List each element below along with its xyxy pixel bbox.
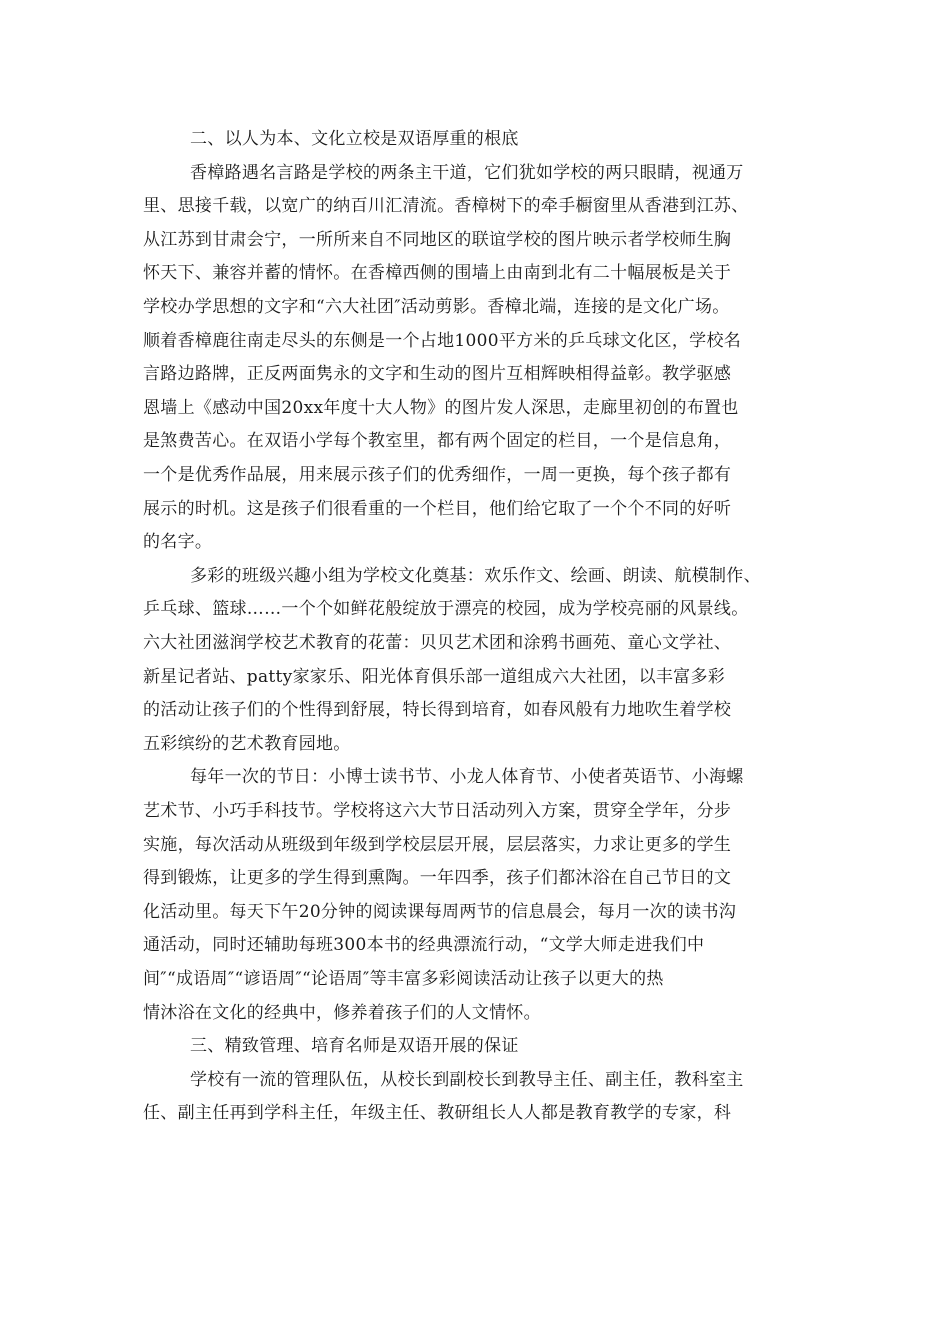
- text-line: 情沐浴在文化的经典中，修养着孩子们的人文情怀。: [143, 1002, 541, 1023]
- text-line: 三、精致管理、培育名师是双语开展的保证: [190, 1036, 519, 1057]
- text-line: 一个是优秀作品展，用来展示孩子们的优秀细作，一周一更换，每个孩子都有: [143, 465, 732, 485]
- text-line: 的名字。: [143, 532, 213, 553]
- text-line: 多彩的班级兴趣小组为学校文化奠基：欢乐作文、绘画、朗读、航模制作、: [190, 565, 761, 586]
- text-line: 的活动让孩子们的个性得到舒展，特长得到培育，如春风般有力地吹生着学校: [143, 700, 732, 721]
- text-line: 学校办学思想的文字和“六大社团″活动剪影。香樟北端，连接的是文化广场。: [143, 297, 730, 317]
- text-line: 顺着香樟鹿往南走尽头的东侧是一个占地1000平方米的乒乓球文化区，学校名: [143, 330, 742, 351]
- text-line: 恩墙上《感动中国20xx年度十大人物》的图片发人深思，走廊里初创的布置也: [143, 397, 739, 418]
- text-line: 怀天下、兼容并蓄的情怀。在香樟西侧的围墙上由南到北有二十幅展板是关于: [143, 263, 732, 284]
- text-line: 五彩缤纷的艺术教育园地。: [143, 733, 351, 754]
- text-line: 乒乓球、篮球……一个个如鲜花般绽放于漂亮的校园，成为学校亮丽的风景线。: [143, 599, 749, 620]
- text-line: 艺术节、小巧手科技节。学校将这六大节日活动列入方案，贯穿全学年，分步: [143, 801, 732, 821]
- text-line: 通活动，同时还辅助每班300本书的经典漂流行动，“文学大师走进我们中: [143, 935, 705, 956]
- text-line: 是煞费苦心。在双语小学每个教室里，都有两个固定的栏目，一个是信息角，: [143, 431, 732, 452]
- text-line: 六大社团滋润学校艺术教育的花蕾：贝贝艺术团和涂鸦书画苑、童心文学社、: [143, 633, 732, 653]
- text-line: 任、副主任再到学科主任，年级主任、教研组长人人都是教育教学的专家，科: [143, 1103, 732, 1124]
- text-line: 里、思接千载，以宽广的纳百川汇清流。香樟树下的牵手橱窗里从香港到江苏、: [143, 196, 749, 217]
- text-line: 新星记者站、patty家家乐、阳光体育俱乐部一道组成六大社团，以丰富多彩: [143, 666, 726, 687]
- text-line: 言路边路牌，正反两面隽永的文字和生动的图片互相辉映相得益彰。教学驱感: [143, 364, 732, 385]
- text-line: 香樟路遇名言路是学校的两条主干道，它们犹如学校的两只眼睛，视通万: [190, 162, 744, 183]
- text-line: 从江苏到甘肃会宁，一所所来自不同地区的联谊学校的图片映示者学校师生胸: [143, 229, 732, 250]
- text-line: 得到锻炼，让更多的学生得到熏陶。一年四季，孩子们都沐浴在自己节日的文: [143, 868, 732, 889]
- text-line: 展示的时机。这是孩子们很看重的一个栏目，他们给它取了一个个不同的好听: [143, 498, 732, 519]
- text-line: 间″“成语周″“谚语周″“论语周″等丰富多彩阅读活动让孩子以更大的热: [143, 969, 664, 989]
- text-line: 每年一次的节日：小博士读书节、小龙人体育节、小使者英语节、小海螺: [190, 767, 744, 788]
- text-line: 化活动里。每天下午20分钟的阅读课每周两节的信息晨会，每月一次的读书沟: [143, 901, 737, 922]
- text-line: 二、以人为本、文化立校是双语厚重的根底: [190, 129, 519, 149]
- text-line: 学校有一流的管理队伍，从校长到副校长到教导主任、副主任，教科室主: [190, 1069, 744, 1090]
- text-line: 实施，每次活动从班级到年级到学校层层开展，层层落实，力求让更多的学生: [143, 834, 732, 855]
